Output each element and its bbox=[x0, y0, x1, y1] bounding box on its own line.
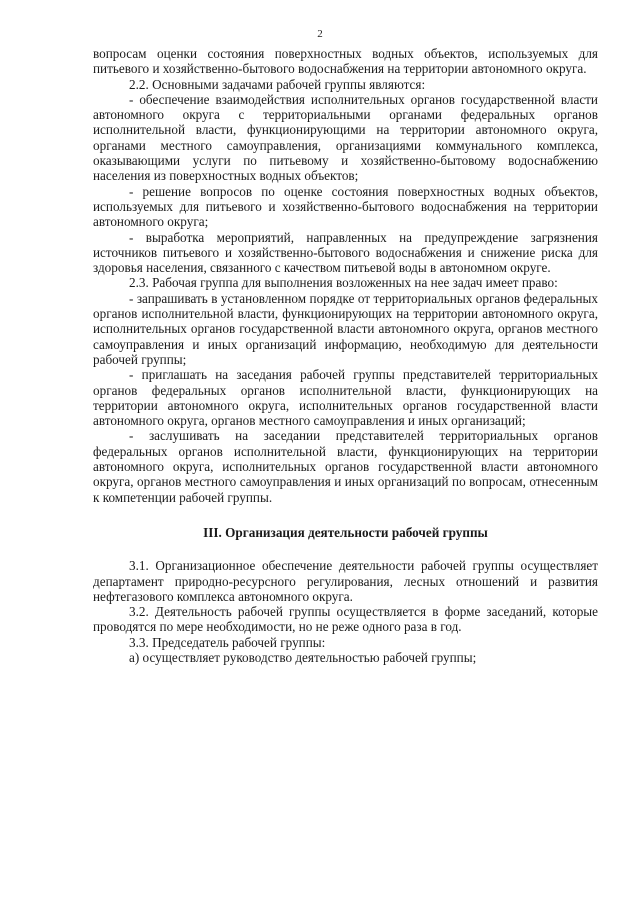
section-heading-3: III. Организация деятельности рабочей группы bbox=[203, 524, 488, 540]
paragraph-task-measures: - выработка мероприятий, направленных на предупреждение загрязнения источников питьевого и хозяйственно-бытового водоснабжения и снижение риска для здоровья населения, связанного с качеством питьевой воды в автономном округе. bbox=[93, 229, 598, 276]
paragraph-task-assessment: - решение вопросов по оценке состояния поверхностных водных объектов, используемых для питьевого и хозяйственно-бытового водоснабжения на территории автономного округа; bbox=[93, 183, 598, 230]
paragraph-2-3: 2.3. Рабочая группа для выполнения возложенных на нее задач имеет право: bbox=[129, 275, 558, 291]
paragraph-right-invite: - приглашать на заседания рабочей группы представителей территориальных органов федеральных органов исполнительной власти, функционирующих на территории автономного округа, исполнительных органов государственной власти автономного округа, органов местного самоуправления и иных организаций; bbox=[93, 367, 598, 429]
paragraph-3-2: 3.2. Деятельность рабочей группы осуществляется в форме заседаний, которые проводятся по мере необходимости, но не реже одного раза в год. bbox=[93, 604, 598, 635]
paragraph-task-interaction: - обеспечение взаимодействия исполнительных органов государственной власти автономного округа с территориальными органами федеральных органов исполнительной власти, функционирующими на территории автономного округа, органами местного самоуправления, организациями коммунального комплекса, оказывающими услуги по питьевому и хозяйственно-бытовому водоснабжению населения из поверхностных водных объектов; bbox=[93, 91, 598, 184]
paragraph-3-3-a: а) осуществляет руководство деятельностью рабочей группы; bbox=[129, 649, 477, 665]
document-body bbox=[93, 46, 598, 665]
paragraph-right-request: - запрашивать в установленном порядке от территориальных органов федеральных органов исполнительной власти, функционирующих на территории автономного округа, исполнительных органов государственной власти автономного округа, органов местного самоуправления и иных организаций информацию, необходимую для деятельности рабочей группы; bbox=[93, 290, 598, 367]
paragraph-3-3: 3.3. Председатель рабочей группы: bbox=[129, 634, 326, 650]
page-number: 2 bbox=[317, 28, 323, 40]
paragraph-3-1: 3.1. Организационное обеспечение деятельности рабочей группы осуществляет департамент природно-ресурсного регулирования, лесных отношений и развития нефтегазового комплекса автономного округа. bbox=[93, 558, 598, 604]
paragraph-2-2: 2.2. Основными задачами рабочей группы являются: bbox=[129, 76, 426, 92]
paragraph-continuation: вопросам оценки состояния поверхностных водных объектов, используемых для питьевого и хозяйственно-бытового водоснабжения на территории автономного округа. bbox=[93, 46, 598, 77]
paragraph-right-hear: - заслушивать на заседании представителей территориальных органов федеральных органов исполнительной власти, функционирующих на территории автономного округа, исполнительных органов государственной власти автономного округа, органов местного самоуправления и иных организаций по вопросам, отнесенным к компетенции рабочей группы. bbox=[93, 428, 598, 505]
